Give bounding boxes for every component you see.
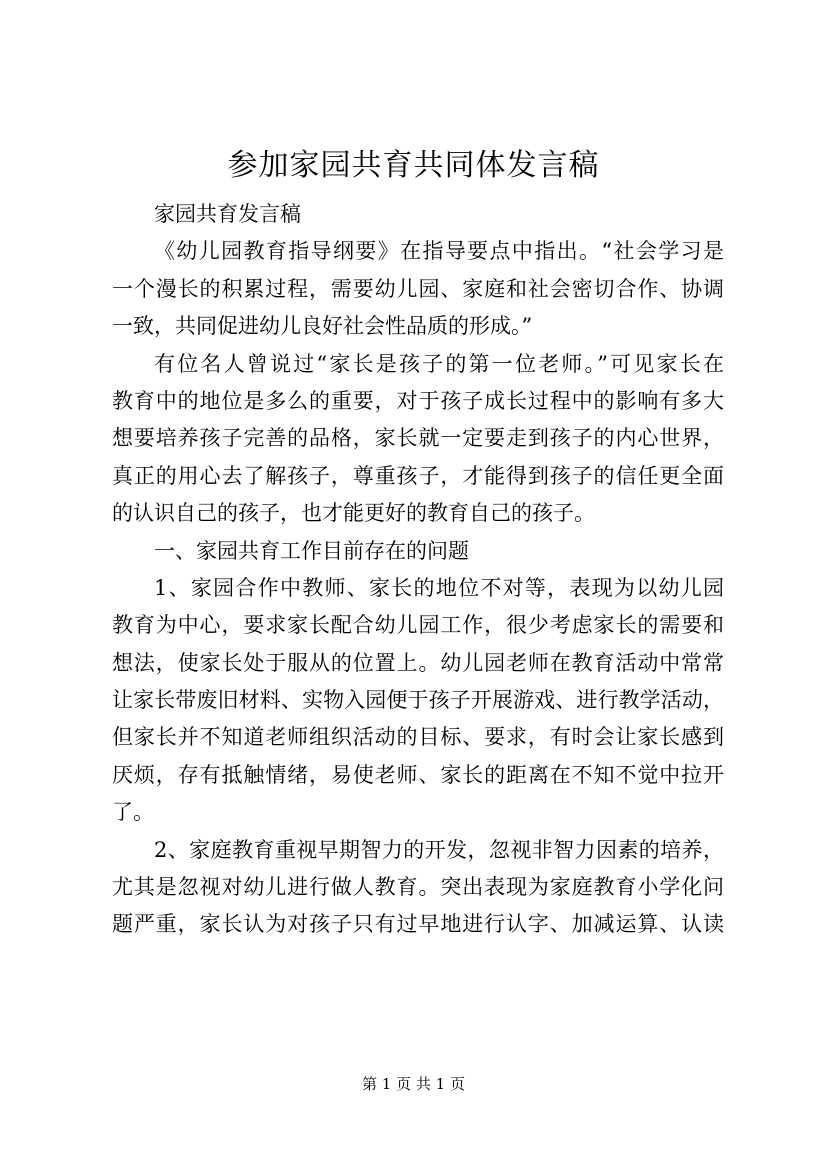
body-line: 《幼儿园教育指导纲要》在指导要点中指出。“社会学习是 xyxy=(154,239,724,264)
body-line: 让家长带废旧材料、实物入园便于孩子开展游戏、进行教学活动， xyxy=(112,688,724,713)
body-line: 教育为中心，要求家长配合幼儿园工作，很少考虑家长的需要和 xyxy=(112,613,724,638)
body-line: 但家长并不知道老师组织活动的目标、要求，有时会让家长感到 xyxy=(112,725,724,750)
page-footer: 第 1 页 共 1 页 xyxy=(362,1075,465,1093)
document-body xyxy=(112,196,724,944)
body-line: 尤其是忽视对幼儿进行做人教育。突出表现为家庭教育小学化问 xyxy=(112,875,724,900)
body-line: 想要培养孩子完善的品格，家长就一定要走到孩子的内心世界， xyxy=(112,426,724,451)
body-line: 1、家园合作中教师、家长的地位不对等，表现为以幼儿园 xyxy=(154,575,724,600)
document-title: 参加家园共育共同体发言稿 xyxy=(227,148,600,183)
body-line: 厌烦，存有抵触情绪，易使老师、家长的距离在不知不觉中拉开 xyxy=(112,762,724,787)
body-line: 有位名人曾说过“家长是孩子的第一位老师。”可见家长在 xyxy=(154,351,724,376)
body-line: 一致，共同促进幼儿良好社会性品质的形成。” xyxy=(112,314,533,339)
body-line: 题严重，家长认为对孩子只有过早地进行认字、加减运算、认读 xyxy=(112,912,724,937)
body-line: 教育中的地位是多么的重要，对于孩子成长过程中的影响有多大 xyxy=(112,388,724,413)
body-line: 真正的用心去了解孩子，尊重孩子，才能得到孩子的信任更全面 xyxy=(112,463,724,488)
body-line: 了。 xyxy=(112,800,154,825)
body-line: 的认识自己的孩子，也才能更好的教育自己的孩子。 xyxy=(112,501,595,526)
body-line: 2、家庭教育重视早期智力的开发，忽视非智力因素的培养， xyxy=(154,837,724,862)
body-line: 一个漫长的积累过程，需要幼儿园、家庭和社会密切合作、协调 xyxy=(112,276,724,301)
body-line: 家园共育发言稿 xyxy=(154,202,301,226)
body-line: 想法，使家长处于服从的位置上。幼儿园老师在教育活动中常常 xyxy=(112,650,724,675)
body-line: 一、家园共育工作目前存在的问题 xyxy=(154,538,469,563)
